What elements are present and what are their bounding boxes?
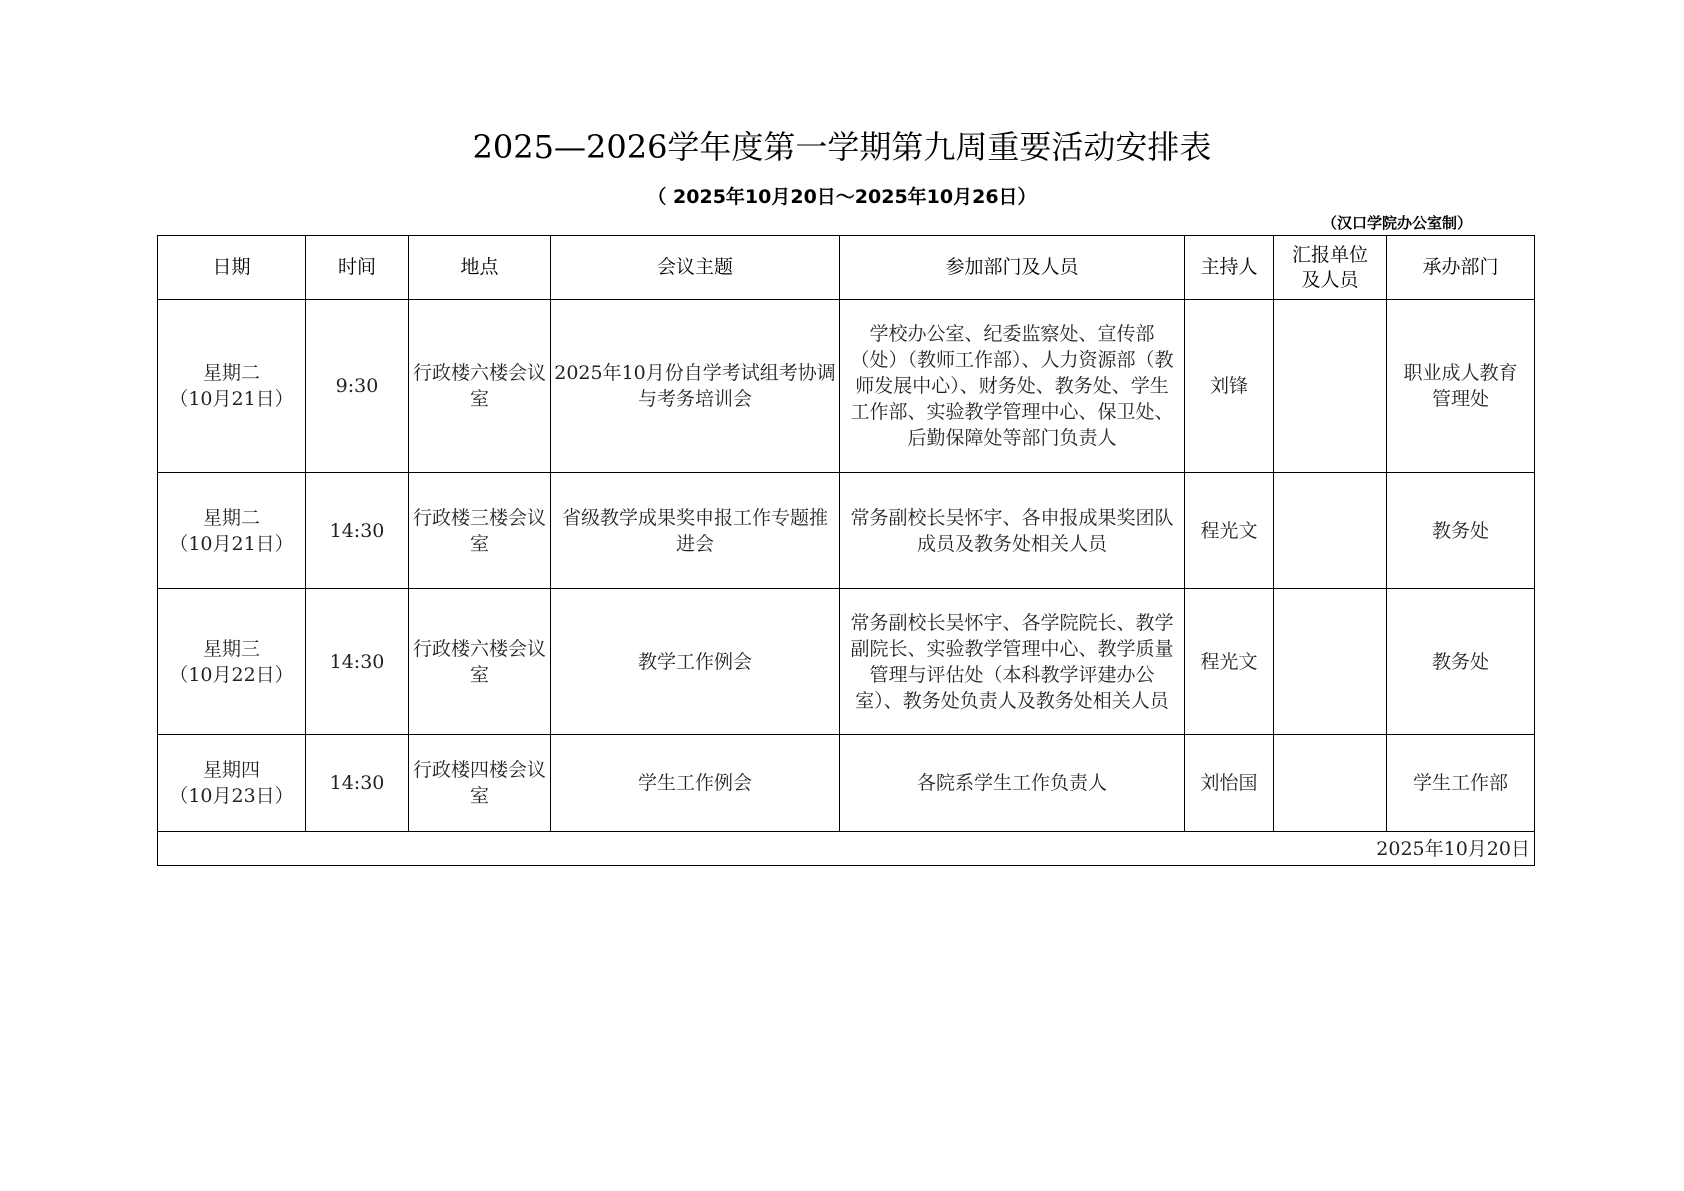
- date-cell: [158, 300, 306, 473]
- date: （10月23日）: [169, 785, 294, 807]
- date-range: （ 2025年10月20日～2025年10月26日）: [647, 186, 1037, 208]
- date: （10月21日）: [169, 388, 294, 410]
- issuer-note: （汉口学院办公室制）: [1321, 214, 1472, 232]
- reporter-cell: [1274, 589, 1387, 735]
- place-cell: 行政楼六楼会议室: [409, 589, 551, 735]
- time-cell: 14:30: [306, 735, 409, 832]
- footer-date: 2025年10月20日: [158, 832, 1535, 866]
- reporter-cell: [1274, 300, 1387, 473]
- time-cell: 14:30: [306, 473, 409, 589]
- table-row: [158, 473, 1535, 589]
- attendees-cell: 各院系学生工作负责人: [840, 735, 1185, 832]
- time-cell: 9:30: [306, 300, 409, 473]
- host-cell: 程光文: [1185, 589, 1274, 735]
- place-cell: 行政楼六楼会议室: [409, 300, 551, 473]
- date: （10月22日）: [169, 663, 294, 686]
- place-cell: 行政楼四楼会议室: [409, 735, 551, 832]
- col-header-host: 主持人: [1185, 236, 1274, 300]
- table-row: [158, 735, 1535, 832]
- attendees-cell: 学校办公室、纪委监察处、宣传部（处）（教师工作部）、人力资源部（教师发展中心）、财务处、教务处、学生工作部、实验教学管理中心、保卫处、后勤保障处等部门负责人: [840, 300, 1185, 473]
- topic-cell: 教学工作例会: [551, 589, 840, 735]
- attendees-cell: 常务副校长吴怀宇、各学院院长、教学副院长、实验教学管理中心、教学质量管理与评估处（本科教学评建办公室）、教务处负责人及教务处相关人员: [840, 589, 1185, 735]
- host-cell: 刘怡国: [1185, 735, 1274, 832]
- table-row: [158, 589, 1535, 735]
- topic-cell: 学生工作例会: [551, 735, 840, 832]
- weekday: 星期二: [202, 506, 260, 529]
- col-header-place: 地点: [409, 236, 551, 300]
- date-cell: [158, 473, 306, 589]
- topic-cell: 省级教学成果奖申报工作专题推进会: [551, 473, 840, 589]
- footer-row: [158, 832, 1535, 866]
- place-cell: 行政楼三楼会议室: [409, 473, 551, 589]
- table-row: [158, 300, 1535, 473]
- attendees-cell: 常务副校长吴怀宇、各申报成果奖团队成员及教务处相关人员: [840, 473, 1185, 589]
- weekday: 星期二: [202, 362, 260, 384]
- weekday: 星期三: [202, 637, 260, 660]
- col-header-attendees: 参加部门及人员: [840, 236, 1185, 300]
- organizer-cell: 教务处: [1387, 473, 1535, 589]
- col-header-organizer: 承办部门: [1387, 236, 1535, 300]
- organizer-cell: 职业成人教育管理处: [1387, 300, 1535, 473]
- date: （10月21日）: [169, 532, 294, 555]
- organizer-cell: 学生工作部: [1387, 735, 1535, 832]
- page-title: 2025—2026学年度第一学期第九周重要活动安排表: [472, 128, 1212, 166]
- reporter-cell: [1274, 473, 1387, 589]
- host-cell: 刘锋: [1185, 300, 1274, 473]
- header-row: [158, 236, 1535, 300]
- col-header-time: 时间: [306, 236, 409, 300]
- col-header-topic: 会议主题: [551, 236, 840, 300]
- weekday: 星期四: [202, 759, 260, 781]
- col-header-reporter: 汇报单位及人员: [1274, 236, 1387, 300]
- date-cell: [158, 589, 306, 735]
- reporter-cell: [1274, 735, 1387, 832]
- time-cell: 14:30: [306, 589, 409, 735]
- col-header-date: 日期: [158, 236, 306, 300]
- date-cell: [158, 735, 306, 832]
- organizer-cell: 教务处: [1387, 589, 1535, 735]
- topic-cell: 2025年10月份自学考试组考协调与考务培训会: [551, 300, 840, 473]
- schedule-table: [157, 235, 1535, 866]
- host-cell: 程光文: [1185, 473, 1274, 589]
